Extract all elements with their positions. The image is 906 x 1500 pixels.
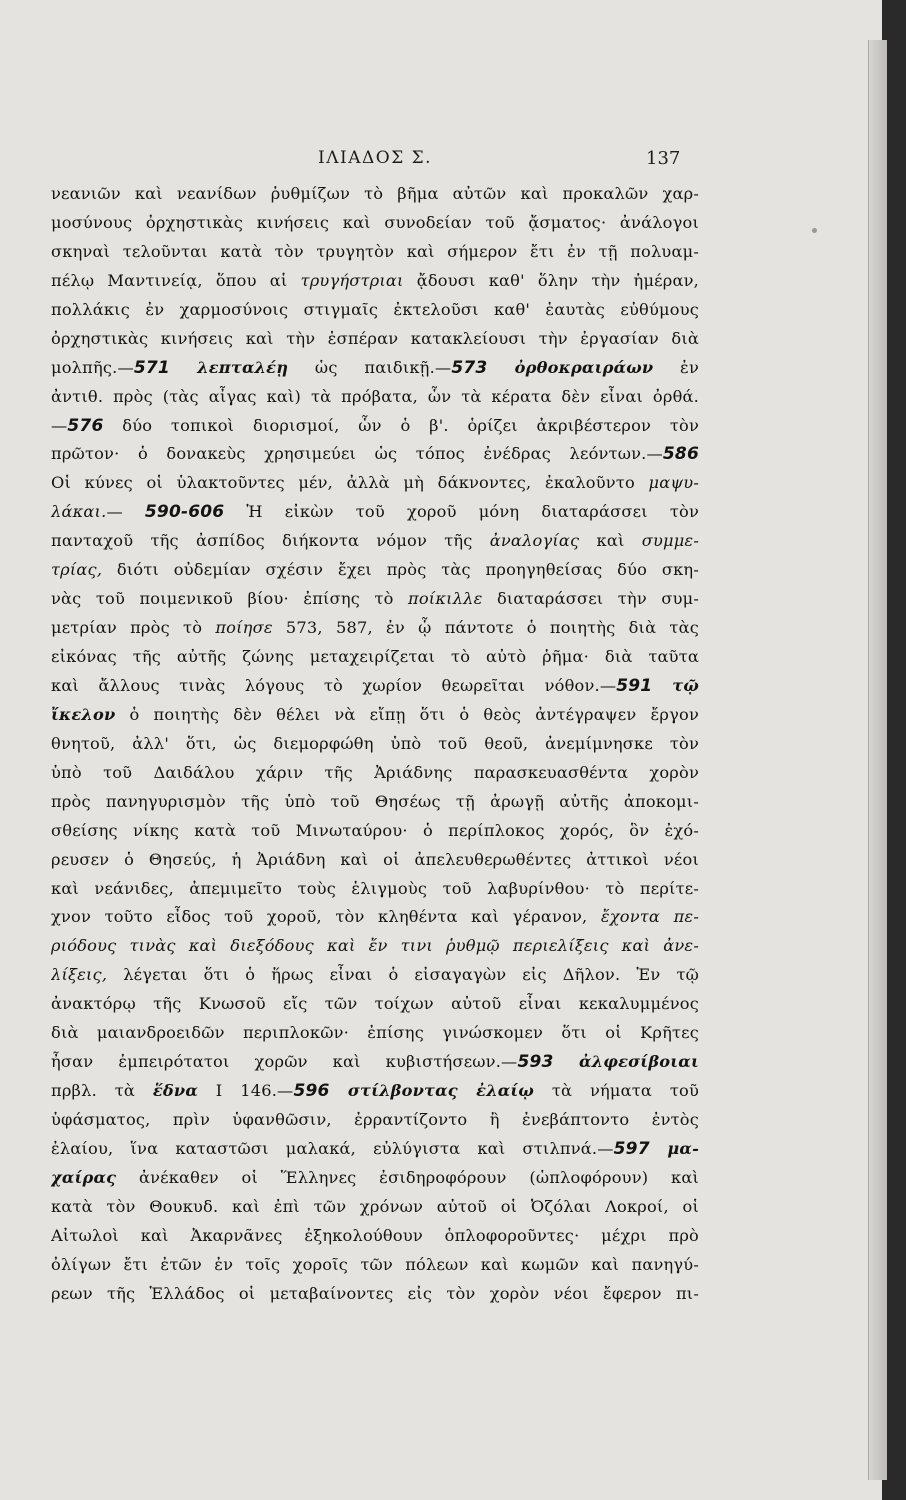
text-segment: δύο τοπικοὶ διορισμοί, ὧν ὁ β'. ὁρίζει ἀκριβέστερον τὸν <box>103 415 699 435</box>
text-segment: ἀνέκαθεν οἱ Ἕλληνες ἐσιδηροφόρουν (ὡπλοφόρουν) καὶ <box>116 1167 699 1187</box>
page-header <box>0 148 882 178</box>
text-segment: τρυγήστριαι <box>300 270 404 290</box>
text-segment: ποίησε <box>215 618 273 638</box>
text-line <box>51 238 699 267</box>
text-segment: ρευσεν ὁ Θησεύς, ἡ Ἀριάδνη καὶ οἱ ἀπελευθερωθέντες ἀττικοὶ νέοι <box>51 849 699 869</box>
body-text <box>51 180 699 1309</box>
text-segment: καὶ ἄλλους τινὰς λόγους τὸ χωρίον θεωρεῖται νόθον.— <box>51 675 617 695</box>
text-line <box>51 730 699 759</box>
text-line <box>51 1019 699 1048</box>
text-segment: ᾄδουσι καθ' ὅλην τὴν ἡμέραν, <box>403 270 699 290</box>
text-line <box>51 961 699 990</box>
text-line <box>51 527 699 556</box>
paper-speck <box>812 228 817 233</box>
text-segment: ὑπὸ τοῦ Δαιδάλου χάριν τῆς Ἀριάδνης παρασκευασθέντα χορὸν <box>51 762 699 782</box>
text-line <box>51 1193 699 1222</box>
text-segment: διότι οὐδεμίαν σχέσιν ἔχει πρὸς τὰς προηγηθείσας δύο σκη- <box>102 560 699 580</box>
text-segment: νὰς τοῦ ποιμενικοῦ βίου· ἐπίσης τὸ <box>51 589 408 609</box>
text-line <box>51 180 699 209</box>
text-line <box>51 412 699 441</box>
text-segment: χαίρας <box>51 1167 117 1187</box>
text-segment: λεπταλέῃ <box>169 357 289 377</box>
text-segment: ἀναλογίας <box>489 531 580 551</box>
line-reference: 586 <box>662 444 699 465</box>
text-segment: — <box>106 502 145 522</box>
text-segment: Ἡ εἰκὼν τοῦ χοροῦ μόνη διαταράσσει τὸν <box>224 502 699 522</box>
text-line <box>51 643 699 672</box>
text-segment: μετρίαν πρὸς τὸ <box>51 618 216 638</box>
text-line <box>51 990 699 1019</box>
text-segment: πανταχοῦ τῆς ἀσπίδος διήκοντα νόμον τῆς <box>51 531 490 551</box>
text-segment: λάκαι. <box>51 502 107 522</box>
text-line <box>51 1135 699 1164</box>
text-segment: ποίκιλλε <box>408 589 483 609</box>
text-line <box>51 209 699 238</box>
text-line <box>51 383 699 412</box>
page-edge <box>868 40 887 1480</box>
text-line <box>51 903 699 932</box>
text-segment: ὑφάσματος, πρὶν ὑφανθῶσιν, ἐρραντίζοντο ἢ ἐνεβάπτοντο ἐντὸς <box>51 1110 699 1129</box>
line-reference: 571 <box>133 357 170 378</box>
text-segment: ἐλαίου, ἵνα καταστῶσι μαλακά, εὐλύγιστα καὶ στιλπνά.— <box>51 1138 614 1158</box>
text-line <box>51 672 699 701</box>
text-line <box>51 556 699 585</box>
text-segment: ὁ ποιητὴς δὲν θέλει νὰ εἴπῃ ὅτι ὁ θεὸς ἀντέγραψεν ἔργον <box>115 704 699 724</box>
text-segment: Ι 146.— <box>197 1081 294 1101</box>
text-line <box>51 701 699 730</box>
text-segment: πρὸς πανηγυρισμὸν τῆς ὑπὸ τοῦ Θησέως τῇ ἀρωγῇ αὐτῆς ἀποκομι- <box>51 791 699 811</box>
text-line <box>51 469 699 498</box>
text-line <box>51 759 699 788</box>
text-line <box>51 875 699 904</box>
text-segment: μολπῆς.— <box>51 357 134 377</box>
text-line <box>51 498 699 527</box>
text-segment: ἐν <box>653 357 699 377</box>
text-segment: πέλῳ Μαντινείᾳ, ὅπου αἱ <box>51 270 301 290</box>
text-segment: ἴκελον <box>51 704 116 724</box>
text-line <box>51 614 699 643</box>
text-segment: εἰκόνας τῆς αὐτῆς ζώνης μεταχειρίζεται τὸ αὐτὸ ῥῆμα· διὰ ταῦτα <box>51 647 699 666</box>
text-segment: μαψυ- <box>648 473 699 493</box>
line-reference: 573 <box>451 357 488 378</box>
text-line <box>51 585 699 614</box>
text-segment: λίξεις, <box>51 965 108 985</box>
text-segment: πολλάκις ἐν χαρμοσύνοις στιγμαῖς ἐκτελοῦσι καθ' ἑαυτὰς εὐθύμους <box>51 299 699 319</box>
line-reference: 590-606 <box>144 502 225 523</box>
text-line <box>51 932 699 961</box>
text-segment: καὶ <box>579 531 642 551</box>
text-segment: ὡς παιδικῇ.— <box>288 357 452 377</box>
text-segment: ὀρθοκραιράων <box>487 357 654 377</box>
text-segment: σθείσης νίκης κατὰ τοῦ Μινωταύρου· ὁ περίπλοκος χορός, ὃν ἐχό- <box>51 820 699 840</box>
text-segment: διαταράσσει τὴν συμ- <box>482 589 699 609</box>
text-segment: Αἰτωλοὶ καὶ Ἀκαρνᾶνες ἐξηκολούθουν ὁπλοφοροῦντες· μέχρι πρὸ <box>51 1225 699 1245</box>
text-segment: 573, 587, ἐν ᾧ πάντοτε ὁ ποιητὴς διὰ τὰς <box>272 618 699 638</box>
text-segment: ἀνακτόρῳ τῆς Κνωσοῦ εἴς τῶν τοίχων αὐτοῦ εἶναι κεκαλυμμένος <box>51 994 699 1014</box>
text-line <box>51 1164 699 1193</box>
text-segment: χνον τοῦτο εἶδος τοῦ χοροῦ, τὸν κληθέντα καὶ γέρανον, <box>51 907 601 927</box>
text-segment: πρβλ. τὰ <box>51 1081 153 1101</box>
line-reference: 597 <box>613 1138 650 1159</box>
text-line <box>51 325 699 354</box>
page-number: 137 <box>646 148 681 169</box>
text-segment: διὰ μαιανδροειδῶν περιπλοκῶν· ἐπίσης γινώσκομεν ὅτι οἱ Κρῆτες <box>51 1023 699 1043</box>
text-segment: σκηναὶ τελοῦνται κατὰ τὸν τρυγητὸν καὶ σήμερον ἔτι ἐν τῇ πολυαμ- <box>51 241 699 261</box>
text-segment: κατὰ τὸν Θουκυδ. καὶ ἐπὶ τῶν χρόνων αὐτοῦ οἱ Ὀζόλαι Λοκροί, οἱ <box>51 1196 699 1216</box>
text-line <box>51 846 699 875</box>
text-segment: στίλβοντας ἐλαίῳ <box>329 1081 535 1101</box>
text-segment: συμμε- <box>641 531 699 551</box>
text-line <box>51 1048 699 1077</box>
line-reference: 596 <box>293 1081 330 1102</box>
text-segment: τῷ <box>652 675 699 695</box>
text-line <box>51 440 699 469</box>
text-line <box>51 1077 699 1106</box>
line-reference: 591 <box>616 675 653 696</box>
text-line <box>51 788 699 817</box>
text-line <box>51 267 699 296</box>
text-line <box>51 817 699 846</box>
text-segment: ρεων τῆς Ἑλλάδος οἱ μεταβαίνοντες εἰς τὸν χορὸν νέοι ἔφερον πι- <box>51 1283 699 1303</box>
text-segment: καὶ νεάνιδες, ἀπεμιμεῖτο τοὺς ἑλιγμοὺς τοῦ λαβυρίνθου· τὸ περίτε- <box>51 878 699 898</box>
text-line <box>51 1280 699 1309</box>
line-reference: 593 <box>517 1052 554 1073</box>
line-reference: 576 <box>67 415 104 436</box>
text-segment: ἦσαν ἐμπειρότατοι χορῶν καὶ κυβιστήσεων.— <box>51 1052 518 1072</box>
text-segment: λέγεται ὅτι ὁ ἥρως εἶναι ὁ εἰσαγαγὼν εἰς Δῆλον. Ἐν τῷ <box>107 965 699 985</box>
text-segment: νεανιῶν καὶ νεανίδων ῥυθμίζων τὸ βῆμα αὐτῶν καὶ προκαλῶν χαρ- <box>51 184 699 203</box>
text-segment: μα- <box>649 1138 699 1158</box>
text-segment: Οἱ κύνες οἱ ὑλακτοῦντες μέν, ἀλλὰ μὴ δάκνοντες, ἐκαλοῦντο <box>51 473 649 493</box>
text-segment: ἀλφεσίβοιαι <box>553 1052 699 1072</box>
text-line <box>51 1106 699 1135</box>
text-line <box>51 296 699 325</box>
text-line <box>51 354 699 383</box>
text-segment: μοσύνους ὀρχηστικὰς κινήσεις καὶ συνοδείαν τοῦ ᾄσματος· ἀνάλογοι <box>51 212 699 232</box>
text-segment: ἔχοντα πε- <box>600 907 699 927</box>
running-head: ΙΛΙΑΔΟΣ Σ. <box>318 148 433 168</box>
text-segment: ὀρχηστικὰς κινήσεις καὶ τὴν ἑσπέραν κατακλείουσι τὴν ἐργασίαν διὰ <box>51 328 699 348</box>
text-segment: ἕδνα <box>152 1081 198 1101</box>
text-segment: ριόδους τινὰς καὶ διεξόδους καὶ ἔν τινι ῥυθμῷ περιελίξεις καὶ ἀνε- <box>51 936 699 956</box>
text-segment: ἀντιθ. πρὸς (τὰς αἶγας καὶ) τὰ πρόβατα, ὧν τὰ κέρατα δὲν εἶναι ὀρθά. <box>51 386 699 406</box>
text-segment: θνητοῦ, ἀλλ' ὅτι, ὡς διεμορφώθη ὑπὸ τοῦ θεοῦ, ἀνεμίμνησκε τὸν <box>51 733 699 753</box>
text-segment: — <box>51 415 68 435</box>
text-segment: τὰ νήματα τοῦ <box>534 1081 699 1101</box>
text-segment: τρίας, <box>51 560 103 580</box>
text-segment: πρῶτον· ὁ δονακεὺς χρησιμεύει ὡς τόπος ἐνέδρας λεόντων.— <box>51 444 663 464</box>
text-line <box>51 1222 699 1251</box>
text-line <box>51 1251 699 1280</box>
text-segment: ὀλίγων ἔτι ἐτῶν ἐν τοῖς χοροῖς τῶν πόλεων καὶ κωμῶν καὶ πανηγύ- <box>51 1254 699 1274</box>
